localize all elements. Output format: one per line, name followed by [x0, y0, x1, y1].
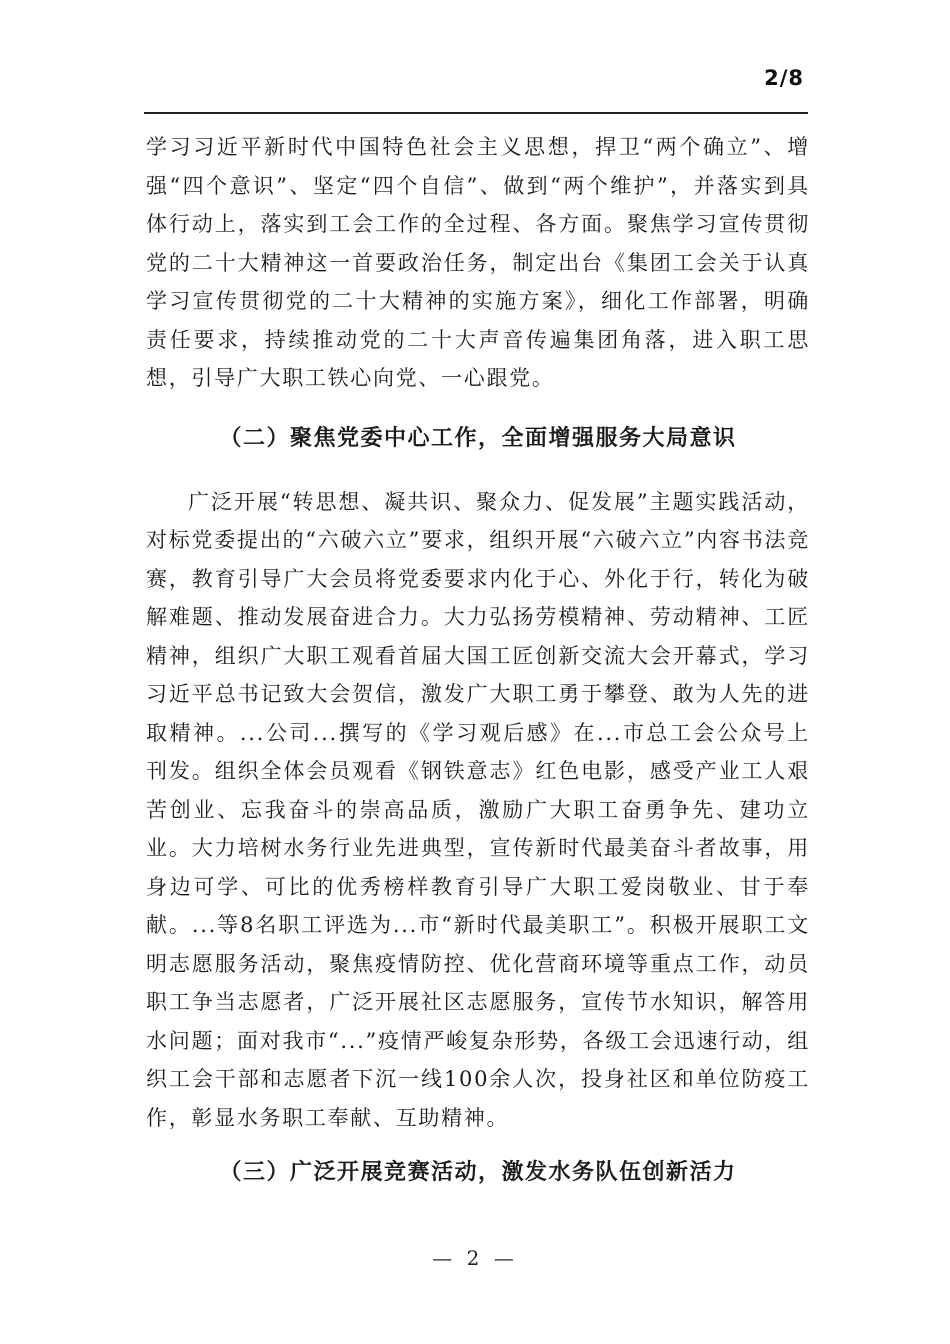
footer-page-number: — 2 — — [432, 1246, 518, 1270]
section-3-heading: （三）广泛开展竞赛活动，激发水务队伍创新活力 — [219, 1160, 737, 1185]
section-2-paragraph: 广泛开展“转思想、凝共识、聚众力、促发展”主题实践活动，对标党委提出的“六破六立”要求，组织开展“六破六立”内容书法竞赛，教育引导广大会员将党委要求内化于心、外化于行，转化为破解难题、推动发展奋进合力。大力弘扬劳模精神、劳动精神、工匠精神，组织广大职工观看首届大国工匠创新交流大会开幕式，学习习近平总书记致大会贺信，激发广大职工勇于攀登、敢为人先的进取精神。...公司...撰写的《学习观后感》在...市总工会公众号上刊发。组织全体会员观看《钢铁意志》红色电影，感受产业工人艰苦创业、忘我奋斗的崇高品质，激励广大职工奋勇争先、建功立业。大力培树水务行业先进典型，宣传新时代最美奋斗者故事，用身边可学、可比的优秀榜样教育引导广大职工爱岗敬业、甘于奉献。...等8名职工评选为...市“新时代最美职工”。积极开展职工文明志愿服务活动，聚焦疫情防控、优化营商环境等重点工作，动员职工争当志愿者，广泛开展社区志愿服务，宣传节水知识，解答用水问题；面对我市“...”疫情严峻复杂形势，各级工会迅速行动，组织工会干部和志愿者下沉一线100余人次，投身社区和单位防疫工作，彰显水务职工奉献、互助精神。 — [146, 489, 810, 1130]
page-indicator: 2/8 — [764, 66, 804, 90]
continued-paragraph: 学习习近平新时代中国特色社会主义思想，捍卫“两个确立”、增强“四个意识”、坚定“四个自信”、做到“两个维护”，并落实到具体行动上，落实到工会工作的全过程、各方面。聚焦学习宣传贯彻党的二十大精神这一首要政治任务，制定出台《集团工会关于认真学习宣传贯彻党的二十大精神的实施方案》，细化工作部署，明确责任要求，持续推动党的二十大声音传遍集团角落，进入职工思想，引导广大职工铁心向党、一心跟党。 — [146, 135, 810, 390]
header-divider — [144, 112, 808, 114]
section-2-heading: （二）聚焦党委中心工作，全面增强服务大局意识 — [219, 425, 737, 451]
document-body — [146, 128, 810, 1193]
